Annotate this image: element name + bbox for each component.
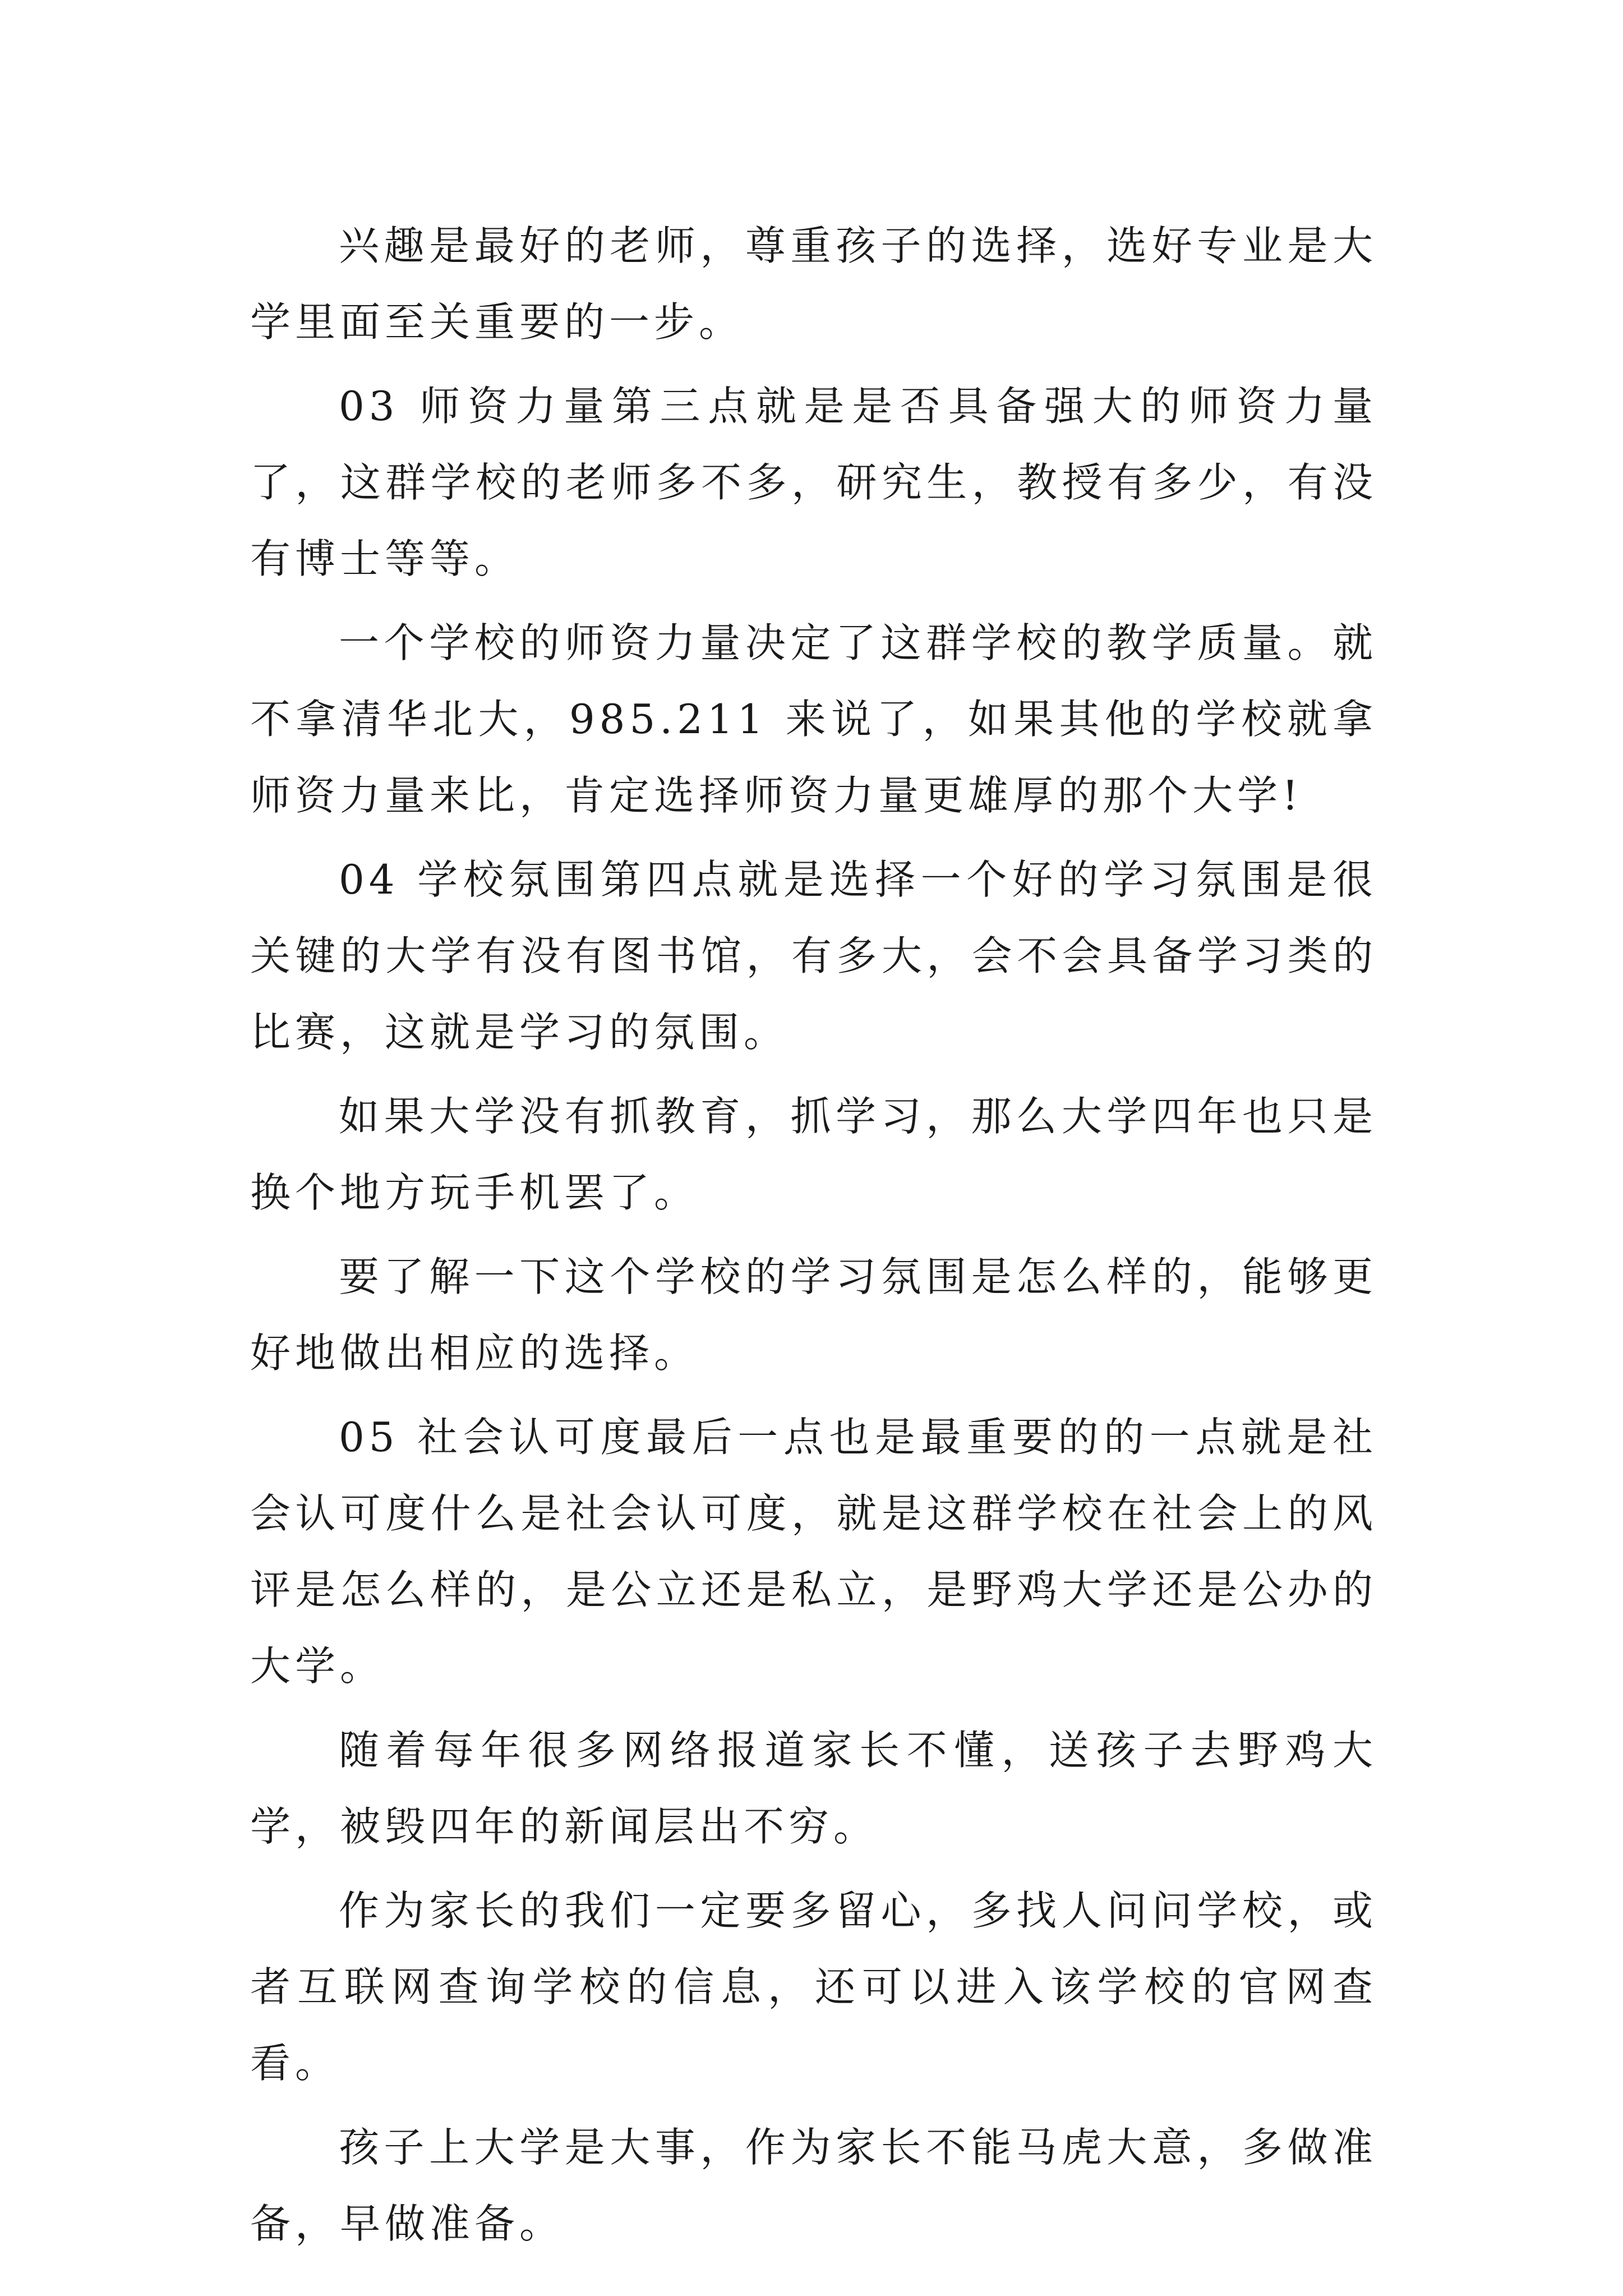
paragraph-faculty-strength: 03 师资力量第三点就是是否具备强大的师资力量了，这群学校的老师多不多，研究生，教授有多少，有没有博士等等。 [250, 383, 1377, 582]
paragraph-social-recognition: 05 社会认可度最后一点也是最重要的的一点就是社会认可度什么是社会认可度，就是这群学校在社会上的风评是怎么样的，是公立还是私立，是野鸡大学还是公办的大学。 [250, 1414, 1377, 1690]
paragraph-parents-attention: 作为家长的我们一定要多留心，多找人问问学校，或者互联网查询学校的信息，还可以进入该学校的官网查看。 [250, 1887, 1377, 2087]
paragraph-school-atmosphere: 04 学校氛围第四点就是选择一个好的学习氛围是很关键的大学有没有图书馆，有多大，会不会具备学习类的比赛，这就是学习的氛围。 [250, 856, 1377, 1056]
paragraph-conclusion: 孩子上大学是大事，作为家长不能马虎大意，多做准备，早做准备。 [250, 2124, 1377, 2247]
paragraph-teaching-quality: 一个学校的师资力量决定了这群学校的教学质量。就不拿清华北大，985.211 来说了，如果其他的学校就拿师资力量来比，肯定选择师资力量更雄厚的那个大学! [250, 619, 1377, 819]
document-body [250, 208, 1377, 2270]
paragraph-news-reports: 随着每年很多网络报道家长不懂，送孩子去野鸡大学，被毁四年的新闻层出不穷。 [250, 1727, 1377, 1850]
paragraph-no-study: 如果大学没有抓教育，抓学习，那么大学四年也只是换个地方玩手机罢了。 [250, 1093, 1377, 1216]
paragraph-understand-atmosphere: 要了解一下这个学校的学习氛围是怎么样的，能够更好地做出相应的选择。 [250, 1253, 1377, 1377]
paragraph-interest: 兴趣是最好的老师，尊重孩子的选择，选好专业是大学里面至关重要的一步。 [250, 222, 1377, 346]
